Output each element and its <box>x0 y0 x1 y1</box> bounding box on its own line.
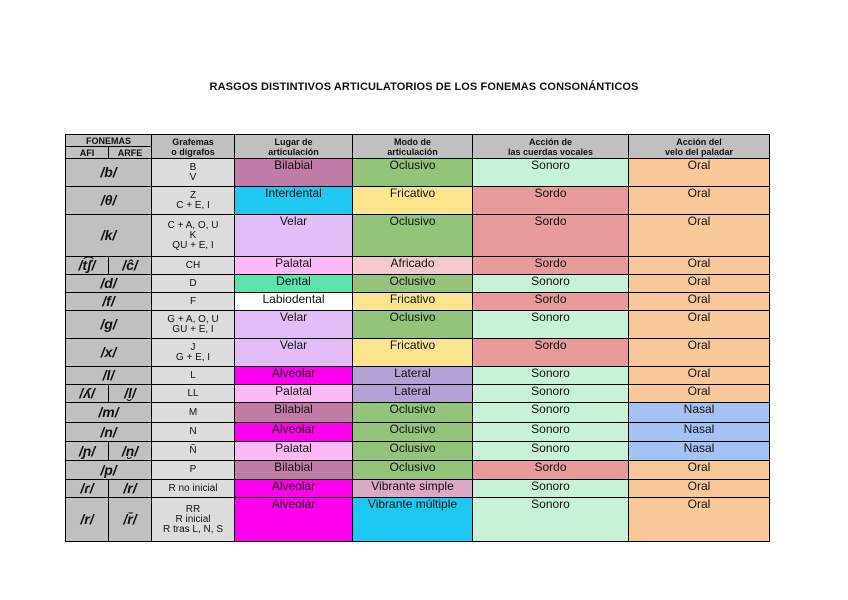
velo-cell: Oral <box>629 480 770 498</box>
afi-cell: /ɲ/ <box>66 442 109 461</box>
fonema-cell: /f/ <box>66 293 152 311</box>
fonema-cell: /m/ <box>66 403 152 423</box>
grafema-text: B <box>189 161 197 173</box>
table-row <box>66 442 770 461</box>
modo-cell: Lateral <box>353 367 473 385</box>
velo-cell: Oral <box>629 159 770 187</box>
table-row <box>66 480 770 498</box>
arfe-cell: /n̮/ <box>109 442 152 461</box>
page-title: RASGOS DISTINTIVOS ARTICULATORIOS DE LOS FONEMAS CONSONÁNTICOS <box>209 81 639 93</box>
cuerdas-cell: Sonoro <box>473 159 629 187</box>
header-modo: Modo de articulación <box>353 135 473 159</box>
velo-cell: Oral <box>629 385 770 403</box>
velo-cell: Nasal <box>629 442 770 461</box>
header-cuerdas: Acción de las cuerdas vocales <box>473 135 629 159</box>
header-fonemas: FONEMAS <box>66 135 152 147</box>
phoneme-table <box>65 134 770 542</box>
lugar-cell: Palatal <box>235 442 353 461</box>
lugar-cell: Dental <box>235 275 353 293</box>
grafemas-cell <box>152 480 235 498</box>
lugar-cell: Interdental <box>235 187 353 215</box>
table-row <box>66 367 770 385</box>
velo-cell: Oral <box>629 257 770 275</box>
velo-cell: Oral <box>629 367 770 385</box>
afi-cell: /ɾ/ <box>66 480 109 498</box>
table-row <box>66 311 770 339</box>
grafema-text: V <box>189 171 197 183</box>
lugar-cell: Alveolar <box>235 498 353 542</box>
cuerdas-cell: Sordo <box>473 257 629 275</box>
lugar-cell: Palatal <box>235 257 353 275</box>
modo-cell: Fricativo <box>353 293 473 311</box>
table-row <box>66 293 770 311</box>
table-row <box>66 403 770 423</box>
header-velo: Acción del velo del paladar <box>629 135 770 159</box>
lugar-cell: Velar <box>235 215 353 257</box>
table-row <box>66 187 770 215</box>
modo-cell: Oclusivo <box>353 275 473 293</box>
fonema-cell: /g/ <box>66 311 152 339</box>
modo-cell: Oclusivo <box>353 442 473 461</box>
lugar-cell: Bilabial <box>235 403 353 423</box>
grafemas-cell <box>152 498 235 542</box>
lugar-cell: Labiodental <box>235 293 353 311</box>
grafema-text: N <box>189 426 197 437</box>
cuerdas-cell: Sonoro <box>473 480 629 498</box>
grafemas-cell <box>152 293 235 311</box>
modo-cell: Fricativo <box>353 339 473 367</box>
fonema-cell: /l/ <box>66 367 152 385</box>
modo-cell: Africado <box>353 257 473 275</box>
lugar-cell: Alveolar <box>235 423 353 442</box>
grafemas-cell <box>152 461 235 480</box>
grafema-text: CH <box>185 259 201 271</box>
fonema-cell: /d/ <box>66 275 152 293</box>
grafemas-cell <box>152 159 235 187</box>
modo-cell: Oclusivo <box>353 423 473 442</box>
modo-cell: Oclusivo <box>353 159 473 187</box>
grafema-text: R inicial <box>175 513 211 525</box>
fonema-cell: /θ/ <box>66 187 152 215</box>
grafema-text: J <box>190 341 196 353</box>
velo-cell: Oral <box>629 498 770 542</box>
grafema-text: QU + E, I <box>172 239 214 251</box>
grafemas-cell <box>152 257 235 275</box>
grafema-text: L <box>190 369 196 381</box>
table-row <box>66 257 770 275</box>
velo-cell: Oral <box>629 215 770 257</box>
table-row <box>66 159 770 187</box>
grafema-text: R no inicial <box>168 482 218 494</box>
velo-cell: Oral <box>629 187 770 215</box>
cuerdas-cell: Sonoro <box>473 275 629 293</box>
velo-cell: Oral <box>629 275 770 293</box>
header-arfe: ARFE <box>109 147 152 159</box>
grafemas-cell <box>152 311 235 339</box>
lugar-cell: Alveolar <box>235 480 353 498</box>
lugar-cell: Velar <box>235 339 353 367</box>
velo-cell: Oral <box>629 293 770 311</box>
velo-cell: Nasal <box>629 403 770 423</box>
modo-cell: Fricativo <box>353 187 473 215</box>
header-grafemas: Grafemas o dígrafos <box>152 135 235 159</box>
fonema-cell: /n/ <box>66 423 152 442</box>
header-afi: AFI <box>66 147 109 159</box>
arfe-cell: /r/ <box>109 480 152 498</box>
grafema-text: R tras L, N, S <box>162 523 223 535</box>
arfe-cell: /ĉ/ <box>109 257 152 275</box>
table-row <box>66 385 770 403</box>
fonema-cell: /b/ <box>66 159 152 187</box>
grafemas-cell <box>152 367 235 385</box>
arfe-cell: /l̮/ <box>109 385 152 403</box>
modo-cell: Vibrante simple <box>353 480 473 498</box>
cuerdas-cell: Sonoro <box>473 385 629 403</box>
grafemas-cell <box>152 423 235 442</box>
grafema-text: M <box>188 406 198 418</box>
grafema-text: G + A, O, U <box>167 313 219 325</box>
afi-cell: /ʎ/ <box>66 385 109 403</box>
cuerdas-cell: Sonoro <box>473 442 629 461</box>
cuerdas-cell: Sonoro <box>473 423 629 442</box>
afi-cell: /t͡ʃ/ <box>66 257 109 275</box>
fonema-cell: /x/ <box>66 339 152 367</box>
table-body <box>66 159 770 542</box>
grafemas-cell <box>152 215 235 257</box>
table-row <box>66 215 770 257</box>
modo-cell: Vibrante múltiple <box>353 498 473 542</box>
fonema-cell: /p/ <box>66 461 152 480</box>
velo-cell: Oral <box>629 461 770 480</box>
arfe-cell: /r̄/ <box>109 498 152 542</box>
table-row <box>66 275 770 293</box>
cuerdas-cell: Sonoro <box>473 498 629 542</box>
grafemas-cell <box>152 403 235 423</box>
lugar-cell: Alveolar <box>235 367 353 385</box>
modo-cell: Oclusivo <box>353 461 473 480</box>
grafema-text: Z <box>189 189 197 201</box>
grafemas-cell <box>152 187 235 215</box>
modo-cell: Lateral <box>353 385 473 403</box>
grafema-text: GU + E, I <box>172 323 214 335</box>
cuerdas-cell: Sonoro <box>473 311 629 339</box>
grafemas-cell <box>152 339 235 367</box>
grafemas-cell <box>152 385 235 403</box>
lugar-cell: Velar <box>235 311 353 339</box>
header-lugar: Lugar de articulación <box>235 135 353 159</box>
table-row <box>66 498 770 542</box>
grafema-text: F <box>189 295 197 307</box>
cuerdas-cell: Sordo <box>473 461 629 480</box>
grafema-text: RR <box>185 503 201 515</box>
lugar-cell: Palatal <box>235 385 353 403</box>
modo-cell: Oclusivo <box>353 403 473 423</box>
grafema-text: C + E, I <box>176 199 210 211</box>
velo-cell: Oral <box>629 339 770 367</box>
table-row <box>66 423 770 442</box>
grafemas-cell <box>152 442 235 461</box>
cuerdas-cell: Sordo <box>473 187 629 215</box>
afi-cell: /r/ <box>66 498 109 542</box>
table-row <box>66 339 770 367</box>
grafema-text: D <box>189 277 197 289</box>
cuerdas-cell: Sordo <box>473 293 629 311</box>
lugar-cell: Bilabial <box>235 159 353 187</box>
grafema-text: LL <box>187 387 199 399</box>
cuerdas-cell: Sordo <box>473 215 629 257</box>
velo-cell: Nasal <box>629 423 770 442</box>
cuerdas-cell: Sonoro <box>473 367 629 385</box>
table-row <box>66 461 770 480</box>
modo-cell: Oclusivo <box>353 215 473 257</box>
cuerdas-cell: Sonoro <box>473 403 629 423</box>
fonema-cell: /k/ <box>66 215 152 257</box>
grafemas-cell <box>152 275 235 293</box>
grafema-text: C + A, O, U <box>167 219 219 231</box>
grafema-text: P <box>189 464 197 475</box>
grafema-text: Ñ <box>189 445 197 456</box>
lugar-cell: Bilabial <box>235 461 353 480</box>
velo-cell: Oral <box>629 311 770 339</box>
grafema-text: K <box>189 229 197 241</box>
grafema-text: G + E, I <box>175 351 211 363</box>
cuerdas-cell: Sordo <box>473 339 629 367</box>
modo-cell: Oclusivo <box>353 311 473 339</box>
